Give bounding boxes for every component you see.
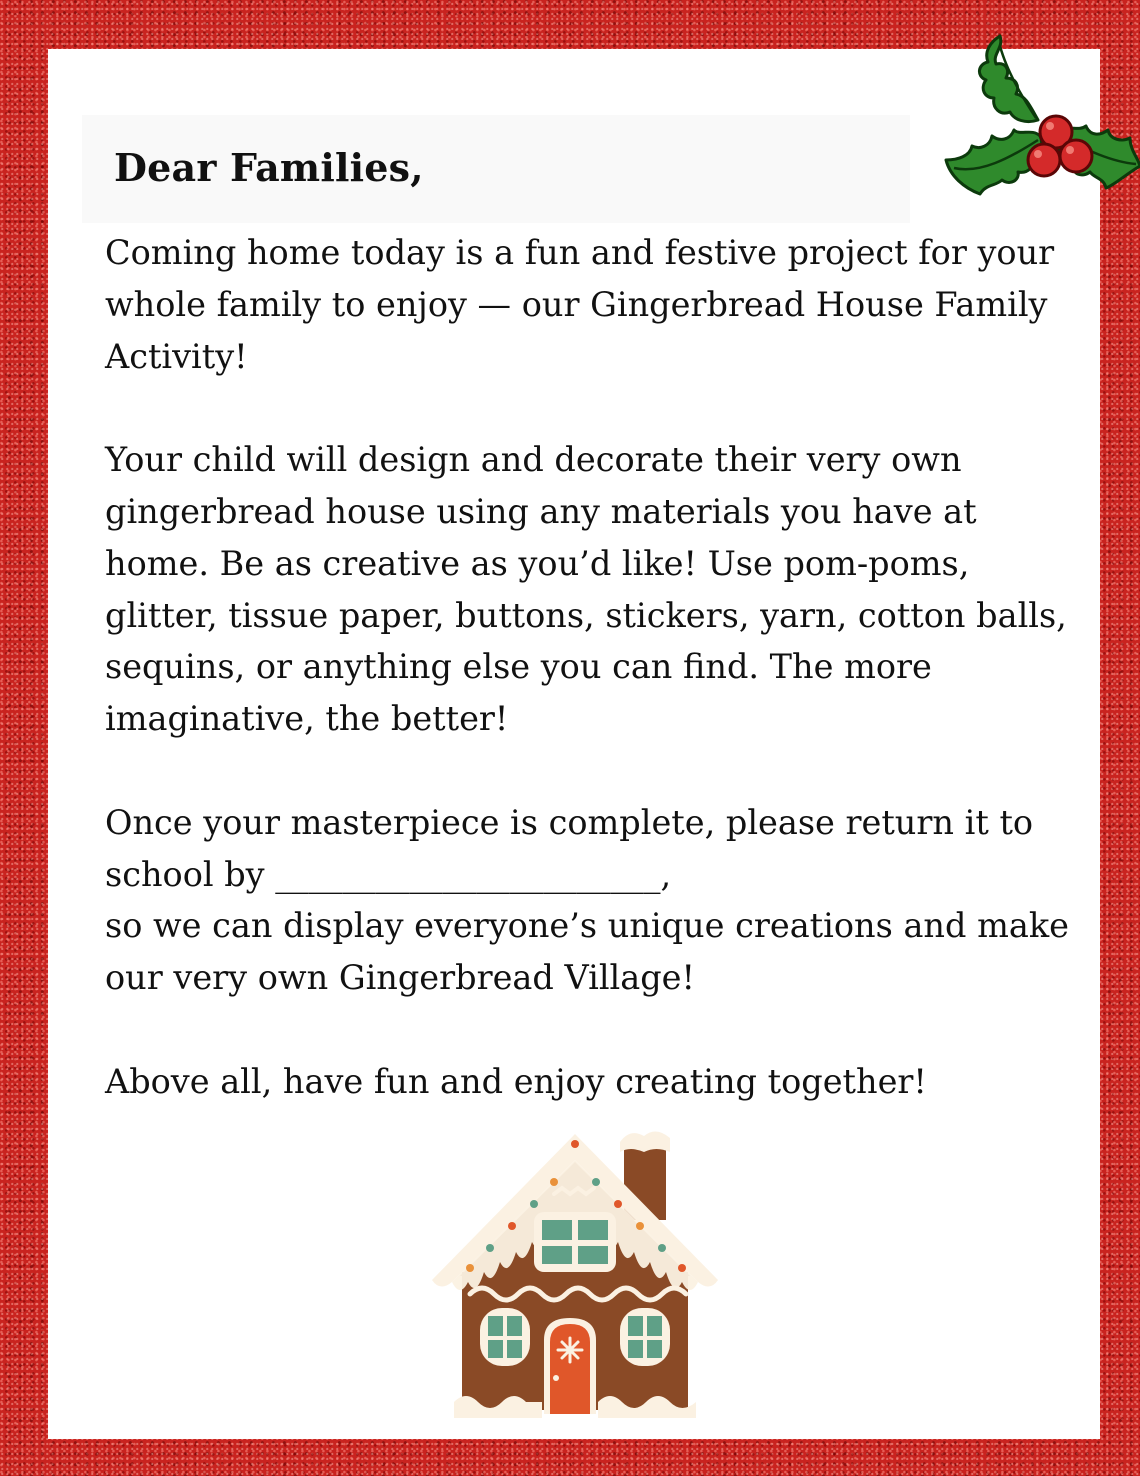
due-date-line: school by _______________________, — [105, 854, 672, 894]
text-line: imaginative, the better! — [105, 699, 509, 739]
greeting: Dear Families, — [114, 145, 424, 190]
text-line: home. Be as creative as you’d like! Use pom-poms, — [105, 543, 970, 583]
text-line: Once your masterpiece is complete, please return it to — [105, 802, 1034, 842]
text-line: sequins, or anything else you can find. The more — [105, 647, 932, 687]
text-line: whole family to enjoy — our Gingerbread House Family — [105, 284, 1048, 324]
text-line: glitter, tissue paper, buttons, stickers, yarn, cotton balls, — [105, 595, 1067, 635]
paragraph-intro — [105, 227, 1065, 382]
text-line: Activity! — [105, 336, 248, 376]
paragraph-closing — [105, 1056, 1065, 1108]
text-line: so we can display everyone’s unique creations and make — [105, 906, 1069, 946]
text-line: Above all, have fun and enjoy creating together! — [105, 1061, 927, 1101]
gingerbread-house-icon — [430, 1122, 720, 1422]
paragraph-instructions — [105, 434, 1065, 745]
text-line: our very own Gingerbread Village! — [105, 958, 695, 998]
holly-icon — [940, 28, 1140, 218]
text-line: Coming home today is a fun and festive project for your — [105, 233, 1055, 272]
paragraph-return — [105, 797, 1069, 1004]
text-line: gingerbread house using any materials you have at — [105, 491, 977, 531]
letter-body — [105, 227, 1069, 1159]
text-line: Your child will design and decorate their very own — [105, 440, 962, 480]
